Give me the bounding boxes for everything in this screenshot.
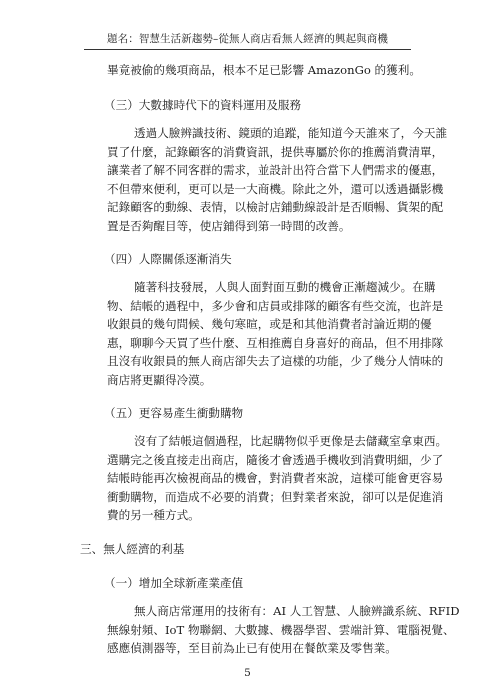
paragraph-line: 費的另一種方式。 — [107, 508, 200, 522]
paragraph-line: 商店將更顯得冷漠。 — [107, 373, 212, 387]
paragraph-line: 沒有了結帳這個過程，比起購物似乎更像是去儲藏室拿東西。 — [134, 434, 448, 448]
paragraph-line: 且沒有收銀員的無人商店卻失去了這樣的功能，少了幾分人情味的 — [107, 354, 444, 368]
section-heading-3-1: （一）增加全球新產業產值 — [104, 576, 244, 590]
paragraph-line: 畢竟被偷的幾項商品，根本不足已影響 AmazonGo 的獲利。 — [107, 63, 421, 77]
paragraph-line: 衝動購物，而造成不必要的消費；但對業者來說，卻可以是促進消 — [107, 490, 444, 504]
paragraph-line: 置是否夠醒目等，使店鋪得到第一時間的改善。 — [107, 219, 351, 233]
chapter-heading-3: 三、無人經濟的利基 — [80, 542, 185, 556]
paragraph-line: 隨著科技發展，人與人面對面互動的機會正漸趨減少。在購 — [134, 280, 436, 294]
paragraph-line: 惠，聊聊今天買了些什麼、互相推薦自身喜好的商品，但不用排隊 — [107, 336, 444, 350]
paragraph-line: 記錄顧客的動線、表情，以檢討店鋪動線設計是否順暢、貨架的配 — [107, 200, 444, 214]
paragraph-line: 無線射頻、IoT 物聯網、大數據、機器學習、雲端計算、電腦視覺、 — [107, 623, 455, 637]
section-heading-4: （四）人際關係逐漸消失 — [104, 252, 232, 266]
paragraph-line: 買了什麼，記錄顧客的消費資訊，提供專屬於你的推薦消費清單， — [107, 145, 444, 159]
paragraph-line: 收銀員的幾句問候、幾句寒暄，或是和其他消費者討論近期的優 — [107, 317, 432, 331]
header-divider — [84, 49, 411, 50]
paragraph-line: 不但帶來便利，更可以是一大商機。除此之外，還可以透過攝影機 — [107, 182, 444, 196]
paragraph-line: 讓業者了解不同客群的需求，並設計出符合當下人們需求的優惠， — [107, 163, 444, 177]
paragraph-line: 物、結帳的過程中，多少會和店員或排隊的顧客有些交流，也許是 — [107, 299, 444, 313]
section-heading-3: （三）大數據時代下的資料運用及服務 — [104, 98, 302, 112]
paragraph-line: 無人商店常運用的技術有：AI 人工智慧、人臉辨識系統、RFID — [134, 604, 460, 618]
page-header-title: 題名：智慧生活新趨勢–從無人商店看無人經濟的興起與商機 — [107, 33, 388, 45]
section-heading-5: （五）更容易產生衝動購物 — [104, 406, 244, 420]
paragraph-line: 感應偵測器等，至目前為止已有使用在餐飲業及零售業。 — [107, 641, 397, 655]
paragraph-line: 透過人臉辨識技術、鏡頭的追蹤，能知道今天誰來了，今天誰 — [134, 126, 448, 140]
paragraph-line: 結帳時能再次檢視商品的機會，對消費者來說，這樣可能會更容易 — [107, 471, 444, 485]
paragraph-line: 選購完之後直接走出商店，隨後才會透過手機收到消費明細，少了 — [107, 453, 444, 467]
page-number: 5 — [244, 667, 251, 679]
